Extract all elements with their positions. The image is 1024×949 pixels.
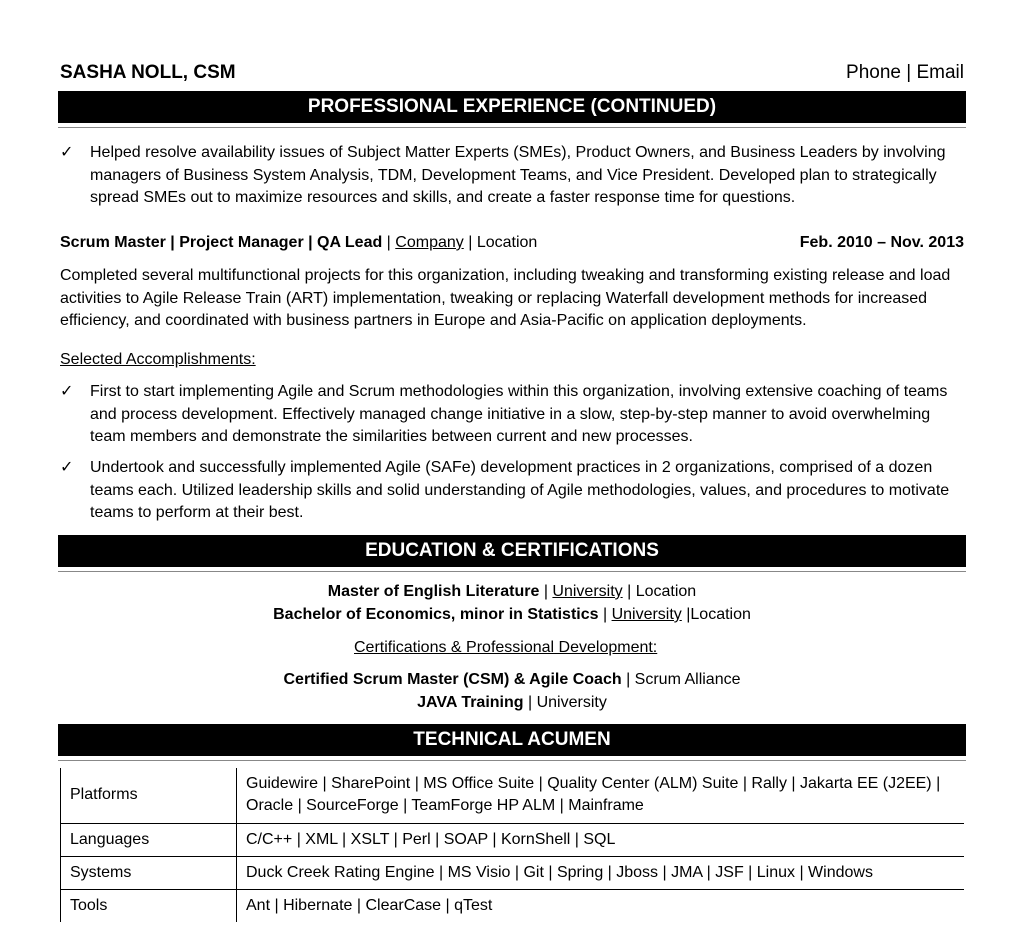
degree-name: Master of English Literature xyxy=(327,583,540,600)
separator: | xyxy=(539,583,553,600)
list-item xyxy=(60,381,964,449)
bullet-text: Helped resolve availability issues of Subject Matter Experts (SMEs), Product Owners, and Business Leaders by involving managers of Business System Analysis, TDM, Development Teams, and Vice President. Developed plan to strategically spread SMEs out to maximize resources and skills, and create a faster response time for questions. xyxy=(90,144,946,206)
school-name: University xyxy=(611,606,682,623)
contact-info: Phone | Email xyxy=(846,62,964,83)
company-link: Company xyxy=(395,234,464,251)
checkmark-icon: ✓ xyxy=(60,144,74,161)
cert-issuer: | University xyxy=(523,694,607,711)
section-header-education: EDUCATION & CERTIFICATIONS xyxy=(58,535,966,567)
cert-name: Certified Scrum Master (CSM) & Agile Coach xyxy=(283,671,622,688)
list-item xyxy=(60,457,964,525)
tech-label: Systems xyxy=(61,856,237,889)
degree-name: Bachelor of Economics, minor in Statistics xyxy=(273,606,599,623)
table-row xyxy=(61,889,965,922)
candidate-name: SASHA NOLL, CSM xyxy=(60,62,236,83)
list-item xyxy=(60,142,964,210)
section-header-experience: PROFESSIONAL EXPERIENCE (CONTINUED) xyxy=(58,91,966,123)
table-row xyxy=(61,768,965,823)
job-location: Location xyxy=(476,234,538,251)
cert-line xyxy=(58,668,966,691)
tech-label: Languages xyxy=(61,823,237,856)
cert-name: JAVA Training xyxy=(417,694,524,711)
tech-label: Platforms xyxy=(61,768,237,823)
accomplishments-heading: Selected Accomplishments: xyxy=(60,351,256,368)
degree-location: | Location xyxy=(622,583,697,600)
job-summary: Completed several multifunctional projects for this organization, including tweaking and transforming existing release and load activities to Agile Release Train (ART) implementation, tweaking or replacing Waterfall development methods for increased efficiency, and coordinated with business partners in Europe and Asia-Pacific on application deployments. xyxy=(60,267,951,329)
tech-value: Duck Creek Rating Engine | MS Visio | Git | Spring | Jboss | JMA | JSF | Linux | Windows xyxy=(237,856,965,889)
section-header-technical: TECHNICAL ACUMEN xyxy=(58,724,966,756)
separator: | xyxy=(382,234,396,251)
cert-line xyxy=(58,691,966,714)
school-name: University xyxy=(552,583,623,600)
job-titles: Scrum Master | Project Manager | QA Lead xyxy=(60,234,383,251)
checkmark-icon: ✓ xyxy=(60,383,74,400)
job-dates: Feb. 2010 – Nov. 2013 xyxy=(799,234,964,251)
table-row xyxy=(61,856,965,889)
table-row xyxy=(61,823,965,856)
separator: | xyxy=(598,606,612,623)
separator: | xyxy=(463,234,477,251)
tech-value: C/C++ | XML | XSLT | Perl | SOAP | KornShell | SQL xyxy=(237,823,965,856)
bullet-text: First to start implementing Agile and Scrum methodologies within this organization, involving extensive coaching of teams and process development. Effectively managed change initiative in a slow, step-by-step manner to avoid overwhelming team members and demonstrate the similarities between current and new processes. xyxy=(90,383,948,445)
bullet-text: Undertook and successfully implemented Agile (SAFe) development practices in 2 organizations, comprised of a dozen teams each. Utilized leadership skills and solid understanding of Agile methodologies, values, and procedures to motivate teams to perform at their best. xyxy=(90,459,950,521)
technical-table xyxy=(60,768,964,922)
job-title-line xyxy=(60,232,964,255)
degree-line xyxy=(58,603,966,626)
tech-value: Ant | Hibernate | ClearCase | qTest xyxy=(237,889,965,922)
degree-line xyxy=(58,580,966,603)
tech-label: Tools xyxy=(61,889,237,922)
tech-value: Guidewire | SharePoint | MS Office Suite | Quality Center (ALM) Suite | Rally | Jakarta EE (J2EE) | Oracle | SourceForge | TeamForge HP ALM | Mainframe xyxy=(246,775,941,815)
cert-issuer: | Scrum Alliance xyxy=(621,671,741,688)
checkmark-icon: ✓ xyxy=(60,459,74,476)
certifications-heading: Certifications & Professional Development: xyxy=(354,639,658,656)
degree-location: |Location xyxy=(681,606,751,623)
